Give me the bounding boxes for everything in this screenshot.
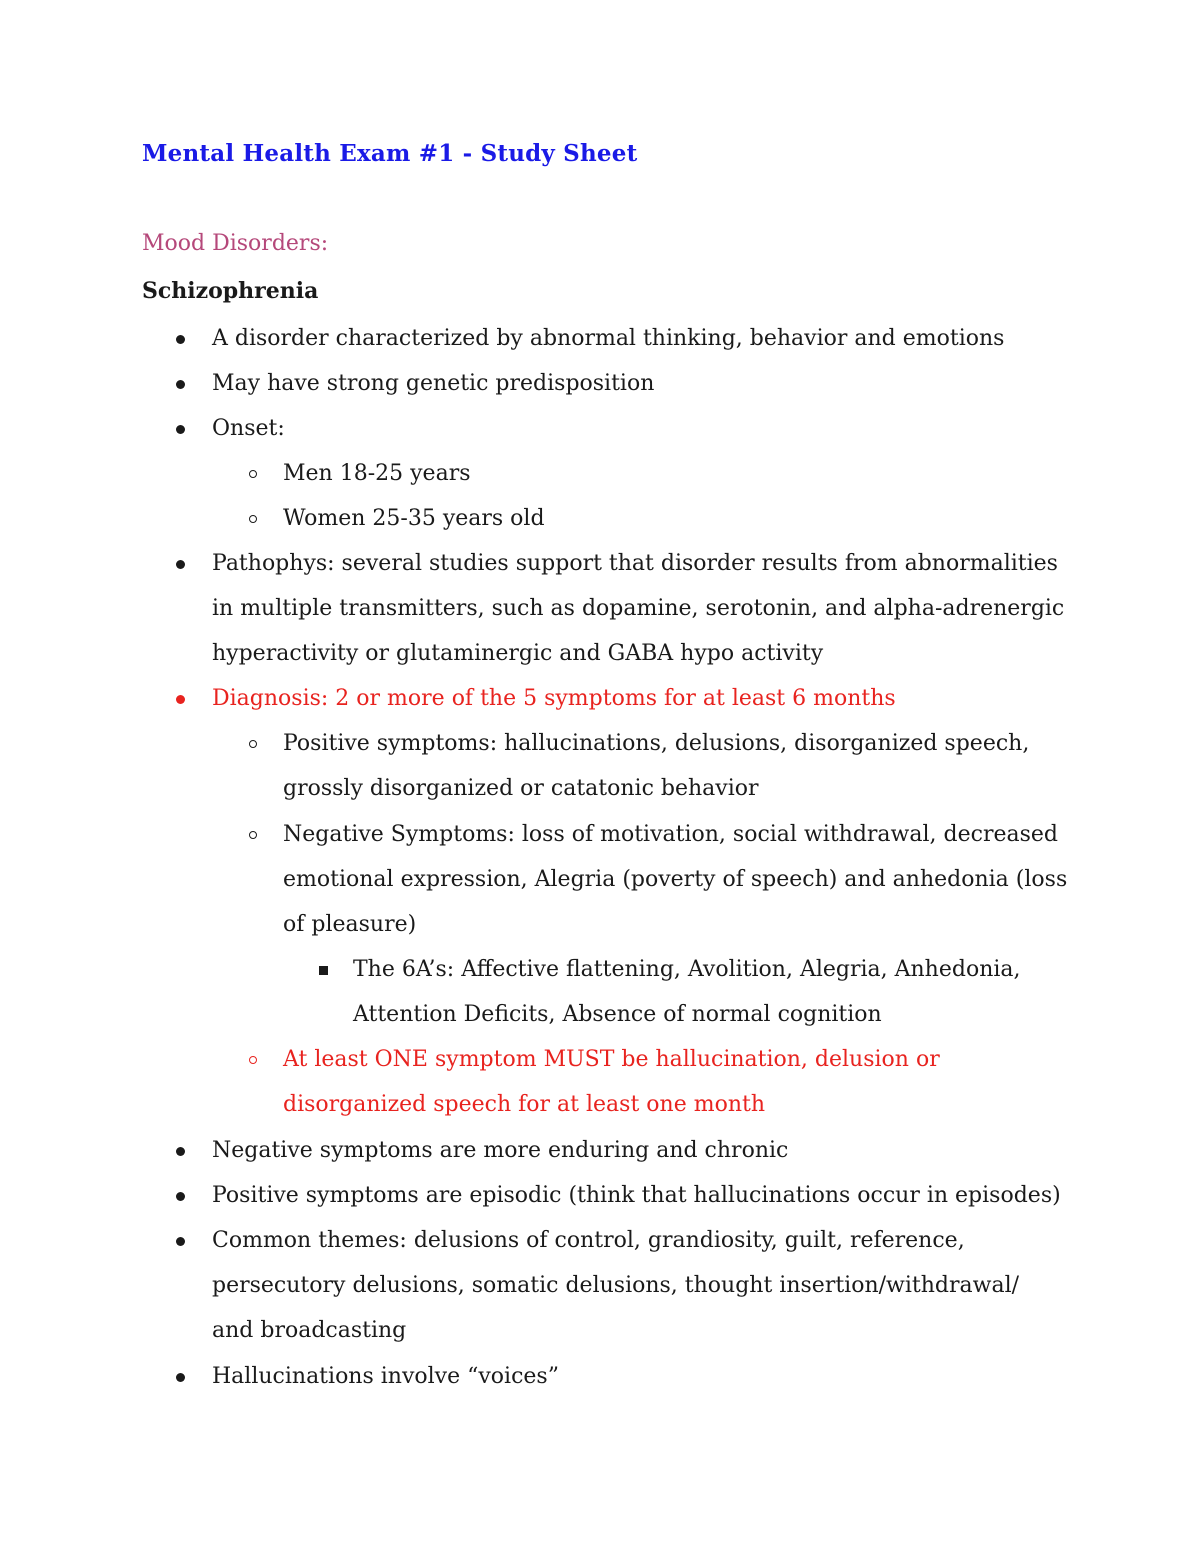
list-item-text: Common themes: delusions of control, grandiosity, guilt, reference, <box>212 1228 965 1253</box>
list-item-text: Attention Deficits, Absence of normal cognition <box>353 1002 882 1027</box>
list-item <box>283 721 1029 766</box>
list-item <box>212 1173 1061 1218</box>
bullet-disc-icon <box>176 1147 185 1156</box>
bullet-disc-icon <box>176 1192 185 1201</box>
list-item <box>212 541 1058 586</box>
list-item-highlighted <box>283 1037 940 1082</box>
list-item-text: Positive symptoms: hallucinations, delusions, disorganized speech, <box>283 731 1030 756</box>
list-item-text: Positive symptoms are episodic (think that hallucinations occur in episodes) <box>212 1183 1061 1208</box>
list-item <box>283 496 545 541</box>
list-item-text: Negative Symptoms: loss of motivation, social withdrawal, decreased <box>283 822 1058 847</box>
document-title: Mental Health Exam #1 - Study Sheet <box>142 140 638 167</box>
list-item-text: grossly disorganized or catatonic behavior <box>283 776 759 801</box>
list-item-text: Negative symptoms are more enduring and chronic <box>212 1138 789 1163</box>
bullet-disc-icon <box>176 695 185 704</box>
list-item <box>283 451 471 496</box>
list-item-continuation <box>283 1082 765 1127</box>
list-item-continuation <box>283 902 416 947</box>
list-item-text: The 6A’s: Affective flattening, Avolition, Alegria, Anhedonia, <box>353 957 1021 982</box>
list-item-text: Onset: <box>212 416 285 441</box>
bullet-circle-icon <box>249 1056 257 1064</box>
list-item-text: and broadcasting <box>212 1318 407 1343</box>
list-item-text: Diagnosis: 2 or more of the 5 symptoms for at least 6 months <box>212 686 896 711</box>
list-item-text: A disorder characterized by abnormal thinking, behavior and emotions <box>212 326 1005 351</box>
bullet-disc-icon <box>176 335 185 344</box>
list-item-text: of pleasure) <box>283 912 417 937</box>
subsection-heading: Schizophrenia <box>142 278 319 304</box>
list-item-continuation <box>212 1263 1019 1308</box>
list-item-text: At least ONE symptom MUST be hallucination, delusion or <box>283 1047 940 1072</box>
list-item-continuation <box>212 586 1064 631</box>
bullet-disc-icon <box>176 380 185 389</box>
list-item <box>212 406 285 451</box>
bullet-square-icon <box>319 966 328 975</box>
list-item-continuation <box>212 631 823 676</box>
list-item <box>283 812 1058 857</box>
list-item <box>212 1128 788 1173</box>
list-item-continuation <box>212 1308 406 1353</box>
list-item-highlighted <box>212 676 896 721</box>
list-item-text: persecutory delusions, somatic delusions, thought insertion/withdrawal/ <box>212 1273 1020 1298</box>
list-item-continuation <box>283 857 1067 902</box>
list-item <box>212 361 654 406</box>
list-item <box>212 316 1004 361</box>
section-heading: Mood Disorders: <box>142 231 329 256</box>
list-item-text: emotional expression, Alegria (poverty of speech) and anhedonia (loss <box>283 867 1068 892</box>
bullet-disc-icon <box>176 560 185 569</box>
list-item-text: Hallucinations involve “voices” <box>212 1364 559 1389</box>
bullet-disc-icon <box>176 1373 185 1382</box>
bullet-circle-icon <box>249 740 257 748</box>
list-item-text: Men 18-25 years <box>283 461 471 486</box>
list-item-text: hyperactivity or glutaminergic and GABA hypo activity <box>212 641 824 666</box>
list-item-continuation <box>353 992 882 1037</box>
list-item-text: Women 25-35 years old <box>283 506 545 531</box>
bullet-disc-icon <box>176 425 185 434</box>
bullet-circle-icon <box>249 831 257 839</box>
list-item-text: in multiple transmitters, such as dopamine, serotonin, and alpha-adrenergic <box>212 596 1065 621</box>
list-item <box>212 1218 965 1263</box>
bullet-circle-icon <box>249 470 257 478</box>
list-item-text: May have strong genetic predisposition <box>212 371 655 396</box>
bullet-circle-icon <box>249 515 257 523</box>
list-item-text: disorganized speech for at least one month <box>283 1092 766 1117</box>
list-item <box>212 1354 559 1399</box>
list-item-text: Pathophys: several studies support that disorder results from abnormalities <box>212 551 1058 576</box>
list-item <box>353 947 1021 992</box>
list-item-continuation <box>283 766 759 811</box>
bullet-disc-icon <box>176 1237 185 1246</box>
